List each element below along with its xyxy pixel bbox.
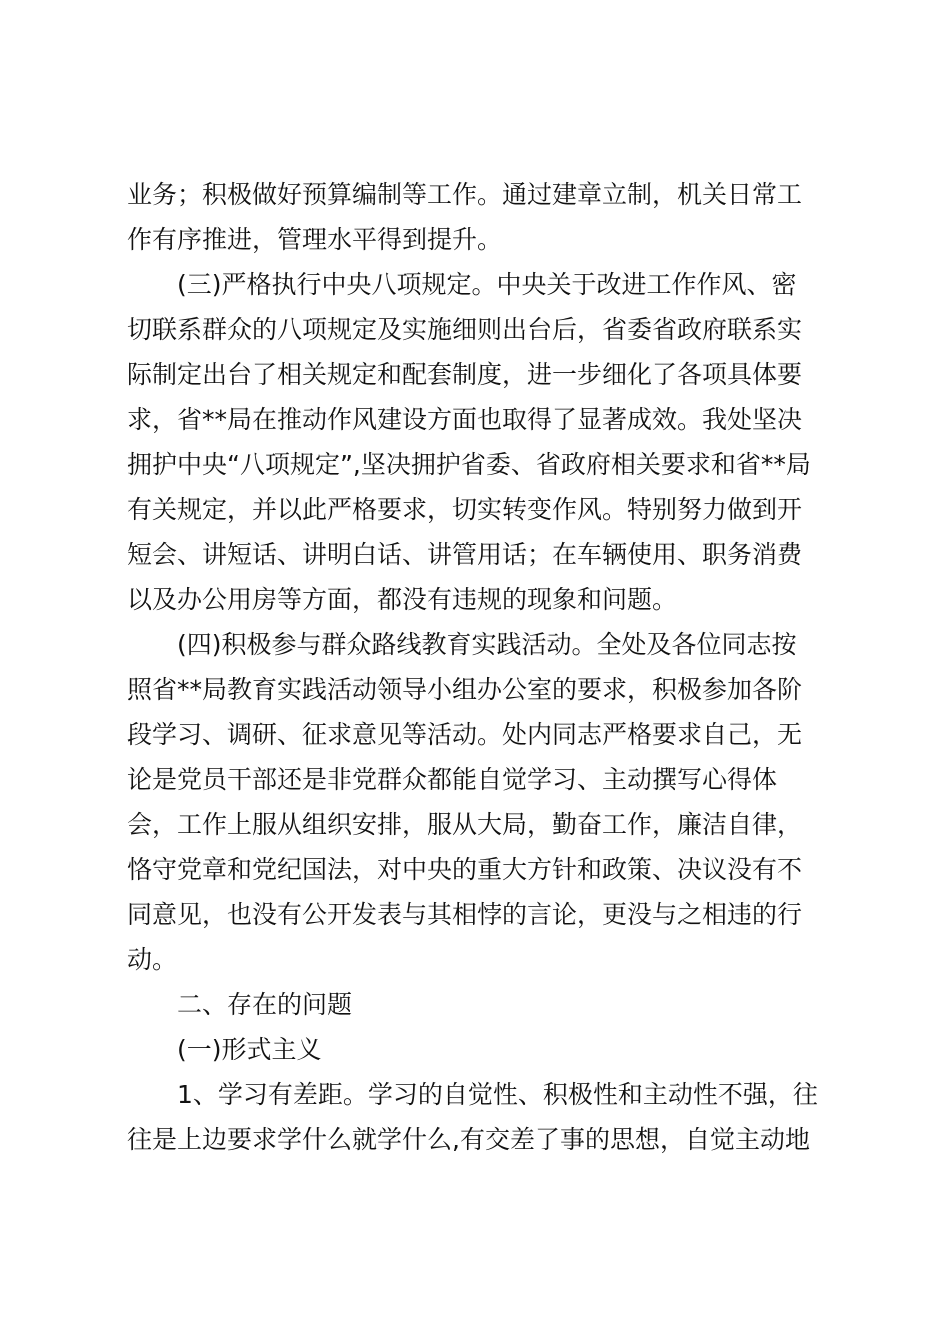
text-line: 际制定出台了相关规定和配套制度，进一步细化了各项具体要 [127, 360, 803, 389]
subsection-heading: (一)形式主义 [177, 1035, 322, 1064]
text-line: 同意见，也没有公开发表与其相悖的言论，更没与之相违的行 [127, 900, 803, 929]
text-line: 恪守党章和党纪国法，对中央的重大方针和政策、决议没有不 [127, 855, 803, 884]
text-line: 有关规定，并以此严格要求，切实转变作风。特别努力做到开 [127, 495, 803, 524]
text-line: 动。 [127, 945, 178, 974]
text-line: 1、学习有差距。学习的自觉性、积极性和主动性不强，往 [177, 1080, 818, 1109]
text-line: 以及办公用房等方面，都没有违规的现象和问题。 [127, 585, 678, 614]
text-line: 往是上边要求学什么就学什么,有交差了事的思想，自觉主动地 [127, 1125, 810, 1154]
text-line: 论是党员干部还是非党群众都能自觉学习、主动撰写心得体 [127, 765, 778, 794]
text-line: 作有序推进，管理水平得到提升。 [127, 225, 503, 254]
text-line: 业务；积极做好预算编制等工作。通过建章立制，机关日常工 [127, 180, 803, 209]
text-line: 拥护中央“八项规定”,坚决拥护省委、省政府相关要求和省**局 [127, 450, 811, 479]
text-line: 照省**局教育实践活动领导小组办公室的要求，积极参加各阶 [127, 675, 803, 704]
text-line: 切联系群众的八项规定及实施细则出台后，省委省政府联系实 [127, 315, 803, 344]
text-line: 求，省**局在推动作风建设方面也取得了显著成效。我处坚决 [127, 405, 803, 434]
text-line: (四)积极参与群众路线教育实践活动。全处及各位同志按 [177, 630, 797, 659]
text-line: 段学习、调研、征求意见等活动。处内同志严格要求自己，无 [127, 720, 803, 749]
section-heading: 二、存在的问题 [177, 990, 353, 1019]
text-line: 短会、讲短话、讲明白话、讲管用话；在车辆使用、职务消费 [127, 540, 803, 569]
text-line: (三)严格执行中央八项规定。中央关于改进工作作风、密 [177, 270, 797, 299]
body-text [127, 172, 827, 1162]
text-line: 会，工作上服从组织安排，服从大局，勤奋工作，廉洁自律， [127, 810, 803, 839]
